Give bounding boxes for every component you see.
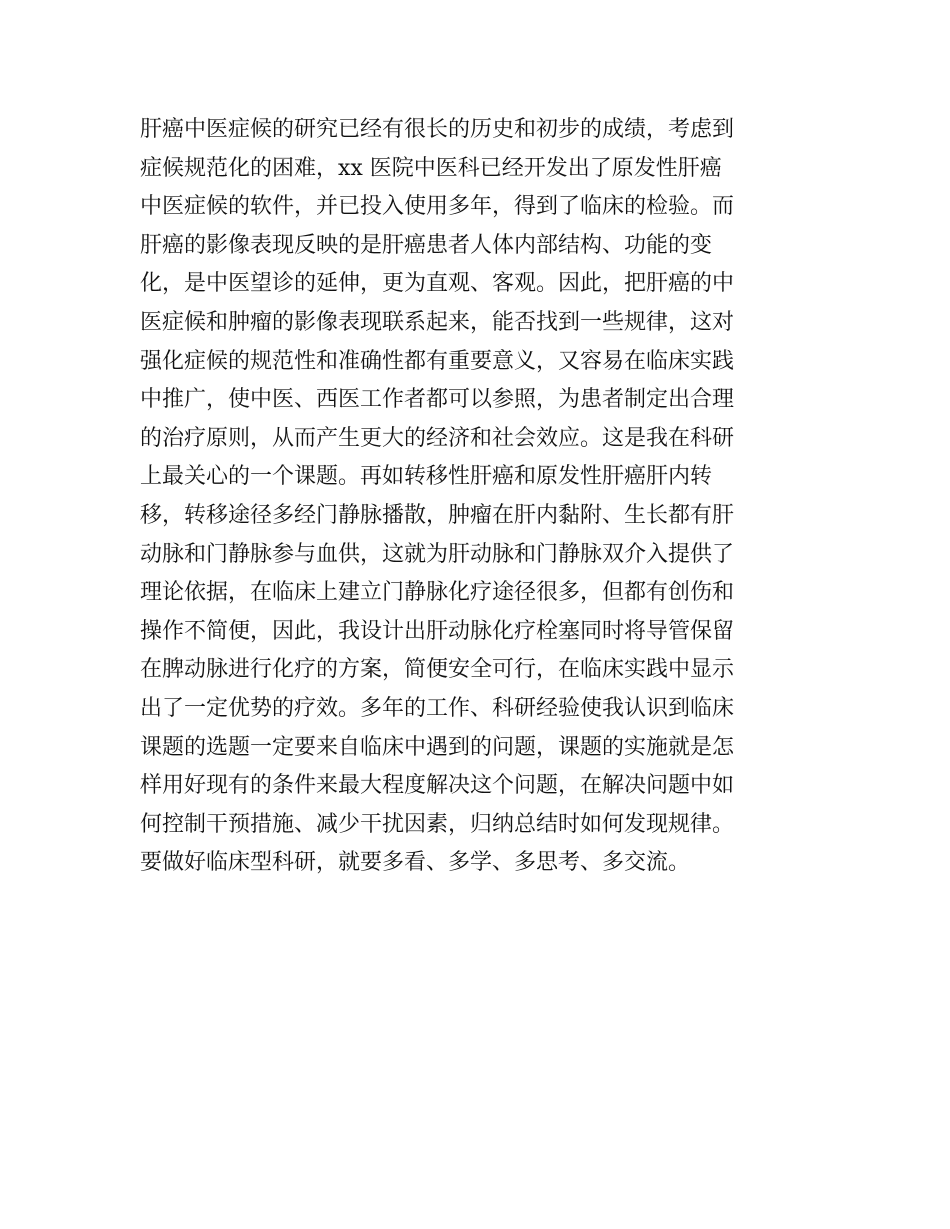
- text-line: 强化症候的规范性和准确性都有重要意义，又容易在临床实践: [140, 348, 735, 374]
- text-line: 肝癌的影像表现反映的是肝癌患者人体内部结构、功能的变: [140, 232, 713, 258]
- text-line: 理论依据，在临床上建立门静脉化疗途径很多，但都有创伤和: [140, 580, 735, 606]
- text-line: 上最关心的一个课题。再如转移性肝癌和原发性肝癌肝内转: [140, 464, 713, 490]
- text-line: 肝癌中医症候的研究已经有很长的历史和初步的成绩，考虑到: [140, 117, 735, 142]
- text-line: 的治疗原则，从而产生更大的经济和社会效应。这是我在科研: [140, 425, 735, 451]
- text-line: 症候规范化的困难，xx 医院中医科已经开发出了原发性肝癌: [140, 155, 722, 181]
- text-line: 课题的选题一定要来自临床中遇到的问题，课题的实施就是怎: [140, 734, 735, 760]
- text-line: 操作不简便，因此，我设计出肝动脉化疗栓塞同时将导管保留: [140, 618, 735, 644]
- text-line: 化，是中医望诊的延伸，更为直观、客观。因此，把肝癌的中: [140, 271, 735, 297]
- text-line: 何控制干预措施、减少干扰因素，归纳总结时如何发现规律。: [140, 811, 735, 837]
- text-line: 中推广，使中医、西医工作者都可以参照，为患者制定出合理: [140, 387, 735, 413]
- text-line: 动脉和门静脉参与血供，这就为肝动脉和门静脉双介入提供了: [140, 541, 735, 567]
- text-line: 移，转移途径多经门静脉播散，肿瘤在肝内黏附、生长都有肝: [140, 502, 735, 528]
- text-line: 中医症候的软件，并已投入使用多年，得到了临床的检验。而: [140, 194, 735, 220]
- text-line: 样用好现有的条件来最大程度解决这个问题，在解决问题中如: [140, 773, 735, 799]
- body-paragraph: [140, 111, 820, 883]
- text-line: 医症候和肿瘤的影像表现联系起来，能否找到一些规律，这对: [140, 309, 735, 335]
- text-line: 在脾动脉进行化疗的方案，简便安全可行，在临床实践中显示: [140, 657, 735, 683]
- text-line: 出了一定优势的疗效。多年的工作、科研经验使我认识到临床: [140, 695, 735, 721]
- text-line: 要做好临床型科研，就要多看、多学、多思考、多交流。: [140, 850, 691, 876]
